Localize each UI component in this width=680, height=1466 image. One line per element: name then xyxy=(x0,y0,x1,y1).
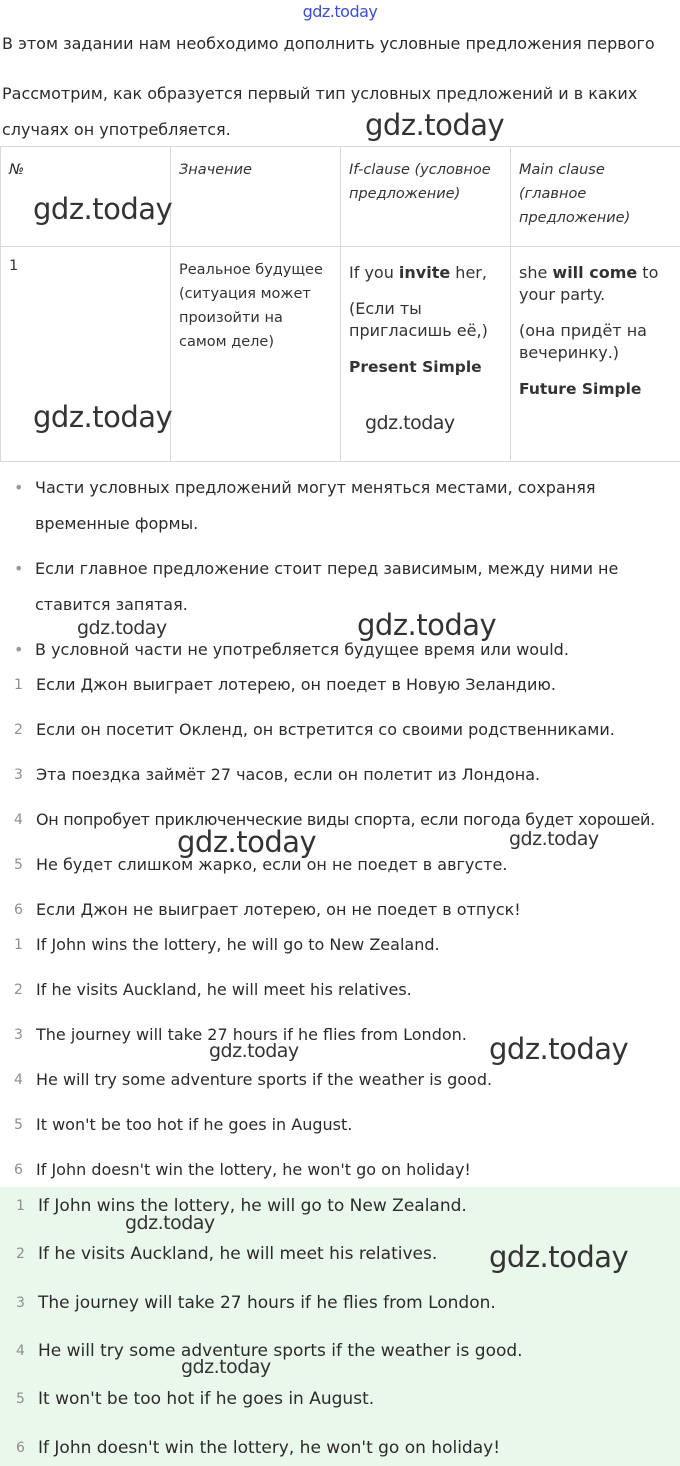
list-item: 1 If John wins the lottery, he will go to New Zealand. xyxy=(14,935,440,954)
row-number: 1 xyxy=(9,258,19,274)
bullet-dot-icon: • xyxy=(14,478,24,497)
table-header-row xyxy=(1,147,680,247)
list-item: 4 Он попробует приключенческие виды спорта, если погода будет хорошей. xyxy=(14,810,655,829)
answer-item: 2 If he visits Auckland, he will meet his relatives. xyxy=(16,1244,438,1264)
list-item: 4 He will try some adventure sports if the weather is good. xyxy=(14,1070,493,1089)
main-tense: Future Simple xyxy=(519,380,642,398)
list-item: 3 The journey will take 27 hours if he flies from London. xyxy=(14,1025,467,1044)
watermark: gdz.today xyxy=(177,825,317,859)
cell-num xyxy=(1,247,171,462)
list-item: 6 If John doesn't win the lottery, he won't go on holiday! xyxy=(14,1160,471,1179)
answer-item: 6 If John doesn't win the lottery, he won't go on holiday! xyxy=(16,1438,501,1458)
main-example: she will come to your party. xyxy=(519,263,659,304)
main-verb: will come xyxy=(552,263,638,282)
watermark: gdz.today xyxy=(181,1356,271,1378)
answer-box xyxy=(0,1187,680,1466)
watermark: gdz.today xyxy=(365,108,505,142)
watermark: gdz.today xyxy=(509,828,599,850)
watermark: gdz.today xyxy=(77,617,167,639)
meaning-text: Реальное будущее (ситуация может произойти на самом деле) xyxy=(179,262,323,350)
bullet-dot-icon: • xyxy=(14,640,24,659)
cell-main-clause xyxy=(511,247,680,462)
if-example: If you invite her, xyxy=(349,263,487,282)
cell-if-clause xyxy=(341,247,511,462)
cell-meaning xyxy=(171,247,341,462)
header-watermark[interactable]: gdz.today xyxy=(302,2,378,21)
bullet-dot-icon: • xyxy=(14,559,24,578)
answer-item: 5 It won't be too hot if he goes in August. xyxy=(16,1389,375,1409)
answer-item: 3 The journey will take 27 hours if he flies from London. xyxy=(16,1293,496,1313)
list-item: 3 Эта поездка займёт 27 часов, если он полетит из Лондона. xyxy=(14,765,541,784)
intro-line-2: Рассмотрим, как образуется первый тип условных предложений и в каких xyxy=(2,84,638,103)
list-item: 6 Если Джон не выиграет лотерею, он не поедет в отпуск! xyxy=(14,900,521,919)
if-tense: Present Simple xyxy=(349,358,482,376)
list-item: 1 Если Джон выиграет лотерею, он поедет в Новую Зеландию. xyxy=(14,675,556,694)
watermark: gdz.today xyxy=(33,400,173,434)
list-item: 2 If he visits Auckland, he will meet his relatives. xyxy=(14,980,412,999)
header-meaning: Значение xyxy=(171,147,341,247)
main-translation: (она придёт на вечеринку.) xyxy=(519,321,647,362)
watermark: gdz.today xyxy=(365,412,455,434)
intro-line-3: случаях он употребляется. xyxy=(2,120,231,139)
header-main-clause: Main clause (главное предложение) xyxy=(511,147,680,247)
list-item: 5 It won't be too hot if he goes in August. xyxy=(14,1115,353,1134)
list-item: 5 Не будет слишком жарко, если он не поедет в августе. xyxy=(14,855,508,874)
intro-line-1: В этом задании нам необходимо дополнить условные предложения первого xyxy=(2,34,655,53)
if-translation: (Если ты пригласишь её,) xyxy=(349,299,488,340)
if-verb: invite xyxy=(398,263,451,282)
conditional-rules-table xyxy=(0,146,680,462)
watermark: gdz.today xyxy=(489,1240,629,1274)
answer-item: 1 If John wins the lottery, he will go to New Zealand. xyxy=(16,1196,467,1216)
page: gdz.today В этом задании нам необходимо дополнить условные предложения первого Рассмотрим, как образуется первый тип условных предложений и в каких случаях он употребляется. № Значение If-clause (условное предложение) Main clause (главное предложение) 1 Реальное будущее (ситуация может произойти на самом деле) If you invite her, (Если ты пригласишь её,) Present Simple she will come to your party. (она придёт на вечеринку.) Future Simple • Части условных предложений могут меняться местами, сохраняя временные формы. • Если главное предложение стоит перед зависимым, между ними не ставится запятая. • В условной части не употребляется будущее время или would. 1 Если Джон выиграет лотерею, он поедет в Новую Зеландию. 2 Если он посетит Окленд, он встретится со своими родственниками. 3 Эта поездка займёт 27 часов, если он полетит из Лондона. 4 Он попробует приключенческие виды спорта, если погода будет хорошей. 5 Не будет слишком жарко, если он не поедет в августе. 6 Если Джон не выиграет лотерею, он не поедет в отпуск! 1 If John wins the lottery, he will go to New Zealand. 2 If he visits Auckland, he will meet his relatives. 3 The journey will take 27 hours if he flies from London. 4 He will try some adventure sports if the weather is good. 5 It won't be too hot if he goes in August. 6 If John doesn't win the lottery, he won't go on holiday! 1 If John wins the lottery, he will go to New Zealand. 2 If he visits Auckland, he will meet his relatives. 3 The journey will take 27 hours if he flies from London. 4 He will try some adventure sports if the weather is good. 5 It won't be too hot if he goes in August. 6 If John doesn't win the lottery, he won't go on holiday! gdz.today gdz.today gdz.today gdz.today gdz.today gdz.today gdz.today gdz.today gdz.today gdz.today gdz.today gdz.today gdz.today xyxy=(0,0,680,1466)
watermark: gdz.today xyxy=(125,1212,215,1234)
watermark: gdz.today xyxy=(209,1040,299,1062)
header-num: № xyxy=(1,147,171,247)
header-if-clause: If-clause (условное предложение) xyxy=(341,147,511,247)
watermark: gdz.today xyxy=(357,608,497,642)
table-row xyxy=(1,247,680,462)
answer-item: 4 He will try some adventure sports if the weather is good. xyxy=(16,1341,523,1361)
watermark: gdz.today xyxy=(489,1032,629,1066)
list-item: 2 Если он посетит Окленд, он встретится со своими родственниками. xyxy=(14,720,615,739)
watermark: gdz.today xyxy=(33,192,173,226)
